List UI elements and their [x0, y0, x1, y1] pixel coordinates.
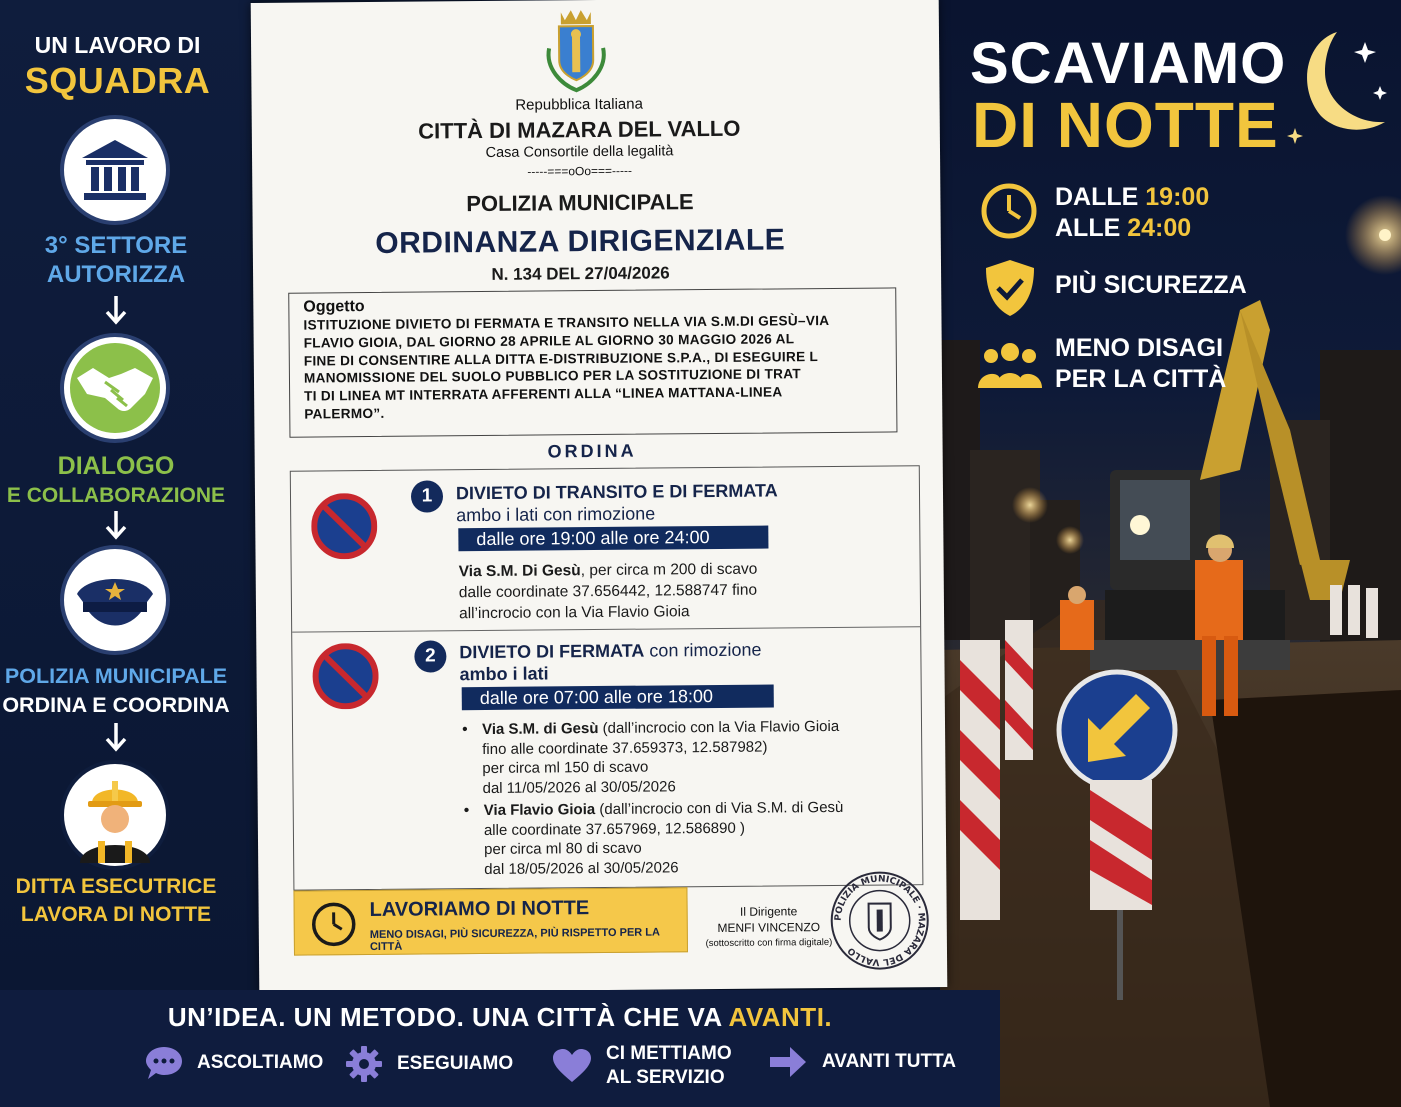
handshake-icon: [75, 360, 155, 416]
step-1-line2: AUTORIZZA: [46, 261, 186, 288]
down-arrow-icon: [104, 722, 128, 752]
order-2-title-removal: con rimozione: [644, 639, 762, 661]
left-panel: [0, 0, 250, 990]
step-1-line1: 3° SETTORE: [44, 232, 188, 259]
signature-block: [689, 903, 849, 952]
bullet-1-street: Via S.M. di Gesù: [481, 720, 599, 739]
right-title-line1: SCAVIAMO: [970, 31, 1287, 96]
order-1-line3: all’incrocio con la Via Flavio Gioia: [458, 603, 690, 623]
bullet-1-line3: per circa ml 150 di scavo: [482, 758, 649, 778]
order-1-title-main: DIVIETO DI TRANSITO E DI FERMATA: [455, 480, 778, 504]
signature-role: Il Dirigente: [739, 904, 798, 919]
hours-from-value: 19:00: [1145, 183, 1210, 211]
night-work-title: LAVORIAMO DI NOTTE: [369, 897, 590, 922]
step-4-circle: [60, 760, 170, 870]
bullet-2-street: Via Flavio Gioia: [483, 801, 596, 820]
ordina-label: ORDINA: [547, 440, 637, 462]
subject-text: [303, 312, 882, 424]
night-construction-scene: [940, 0, 1401, 1107]
signature-note: (sottoscritto con firma digitale): [705, 936, 833, 950]
bottom-item-forward: [768, 1045, 956, 1079]
less-disruption-line1: MENO DISAGI: [1055, 334, 1224, 362]
order-1-title-removal: con rimozione: [538, 503, 656, 525]
city-name: CITTÀ DI MAZARA DEL VALLO: [418, 115, 741, 144]
gear-icon: [345, 1045, 383, 1083]
right-title-line2: DI NOTTE: [972, 89, 1279, 161]
shield-check-icon: [984, 258, 1036, 318]
night-work-box: [293, 887, 688, 955]
slogan-highlight: AVANTI.: [728, 1002, 833, 1032]
right-item-hours: [1055, 182, 1209, 244]
step-1-circle: [60, 115, 170, 225]
orders-box: [290, 465, 924, 890]
bullet-2-line1: (dall’incrocio con di Via S.M. di Gesù: [595, 798, 844, 819]
step-1-label: [0, 231, 232, 289]
worker-icon: [70, 767, 160, 863]
order-1-title-sides: ambo i lati: [456, 504, 539, 526]
stamp-text: POLIZIA MUNICIPALE · MAZARA DEL VALLO: [833, 874, 926, 967]
clock-icon: [980, 182, 1038, 240]
clock-icon: [311, 901, 357, 947]
people-icon: [978, 340, 1042, 390]
order-1-text: [459, 559, 758, 625]
order-1-number: 1: [411, 480, 443, 512]
step-2-circle: [60, 333, 170, 443]
hours-to-label: ALLE: [1055, 214, 1128, 242]
subject-line: TI DI LINEA MT INTERRATA AFFERENTI ALLA “LINEA MATTANA-LINEA: [304, 384, 783, 404]
subject-line: MANOMISSIONE DEL SUOLO PUBBLICO PER LA SOSTITUZIONE DI TRAT: [303, 366, 802, 386]
poster-divider: -----===oOo===-----: [527, 163, 633, 179]
bullet-2-line4: dal 18/05/2026 al 30/05/2026: [484, 858, 679, 878]
bottom-slogan: [0, 1002, 1000, 1033]
service-label: [606, 1042, 732, 1090]
ordinance-poster: [251, 0, 948, 993]
orders-divider: [292, 626, 920, 632]
forward-label: AVANTI TUTTA: [822, 1051, 957, 1072]
hours-from-label: DALLE: [1055, 183, 1146, 211]
order-2-title-main: DIVIETO DI FERMATA: [459, 640, 645, 663]
order-2-bullet-1: [482, 717, 840, 798]
service-line2: AL SERVIZIO: [606, 1067, 725, 1088]
subject-line: FINE DI CONSENTIRE ALLA DITTA E-DISTRIBUZIONE S.P.A., DI ESEGUIRE L: [303, 348, 819, 369]
step-4-line1: DITTA ESECUTRICE: [15, 875, 217, 898]
order-2-bullet-2: [484, 798, 844, 879]
subject-box: [288, 287, 897, 437]
no-stopping-sign-icon: [312, 643, 379, 710]
left-heading-line1: UN LAVORO DI: [34, 32, 201, 58]
heart-icon: [552, 1048, 592, 1084]
republic-label: Repubblica Italiana: [515, 95, 643, 114]
less-disruption-line2: PER LA CITTÀ: [1055, 365, 1227, 393]
department-label: POLIZIA MUNICIPALE: [466, 189, 694, 217]
city-subtitle: Casa Consortile della legalità: [485, 143, 674, 161]
order-2-title-sides: ambo i lati: [459, 663, 549, 685]
night-work-subtitle: MENO DISAGI, PIÙ SICUREZZA, PIÙ RISPETTO PER LA CITTÀ: [369, 926, 660, 954]
order-1-time-bar: dalle ore 19:00 alle ore 24:00: [458, 526, 768, 552]
order-2-time-bar: dalle ore 07:00 alle ore 18:00: [462, 684, 774, 710]
subject-line: FLAVIO GIOIA, DAL GIORNO 28 APRILE AL GIORNO 30 MAGGIO 2026 AL: [303, 331, 795, 351]
police-stamp-seal: [828, 869, 931, 972]
down-arrow-icon: [104, 295, 128, 325]
no-parking-sign-icon: [311, 493, 378, 560]
order-1-title: [456, 479, 778, 526]
step-2-line1: DIALOGO: [57, 452, 175, 480]
document-number: N. 134 DEL 27/04/2026: [491, 263, 670, 284]
speech-bubble-icon: [145, 1045, 183, 1081]
hours-to-value: 24:00: [1127, 214, 1192, 242]
moon-icon: [1285, 28, 1395, 148]
building-icon: [80, 138, 150, 202]
step-4-label: [0, 873, 232, 929]
subject-line: PALERMO”.: [304, 405, 385, 422]
listen-label: ASCOLTIAMO: [197, 1052, 324, 1073]
step-3-line1: POLIZIA MUNICIPALE: [4, 664, 228, 688]
document-title: ORDINANZA DIRIGENZIALE: [375, 223, 786, 260]
right-panel: [940, 0, 1401, 1107]
bullet-2-line3: per circa ml 80 di scavo: [484, 839, 642, 859]
step-4-line2: LAVORA DI NOTTE: [20, 903, 212, 926]
order-2-number: 2: [414, 640, 446, 672]
step-2-line2: E COLLABORAZIONE: [6, 484, 226, 507]
step-3-circle: [60, 545, 170, 655]
bullet-1-line2: fino alle coordinate 37.659373, 12.587982): [482, 738, 768, 758]
arrow-right-icon: [768, 1045, 808, 1079]
police-cap-icon: [73, 568, 157, 632]
order-1-line1: , per circa m 200 di scavo: [580, 560, 758, 580]
step-3-label: [0, 662, 232, 720]
coat-of-arms-icon: [541, 8, 612, 94]
bottom-band: [0, 990, 1000, 1107]
slogan-main: UN’IDEA. UN METODO. UNA CITTÀ CHE VA: [167, 1002, 729, 1032]
order-1-line2: dalle coordinate 37.656442, 12.588747 fino: [458, 581, 758, 602]
right-item-less-disruption: [1055, 333, 1226, 395]
execute-label: ESEGUIAMO: [397, 1053, 514, 1074]
step-2-label: [0, 452, 232, 510]
bottom-item-listen: [145, 1045, 323, 1081]
bullet-1-line4: dal 11/05/2026 al 30/05/2026: [482, 777, 676, 797]
signature-name: MENFI VINCENZO: [717, 920, 821, 935]
down-arrow-icon: [104, 510, 128, 540]
left-heading-line2: SQUADRA: [24, 60, 211, 101]
subject-line: ISTITUZIONE DIVIETO DI FERMATA E TRANSITO NELLA VIA S.M.DI GESÙ–VIA: [303, 312, 830, 333]
bullet-2-line2: alle coordinate 37.657969, 12.586890 ): [483, 819, 746, 839]
subject-label: Oggetto: [303, 298, 365, 316]
step-3-line2: ORDINA E COORDINA: [2, 693, 230, 717]
bottom-item-service: [552, 1042, 732, 1090]
service-line1: CI METTIAMO: [606, 1043, 732, 1064]
right-item-safety: PIÙ SICUREZZA: [1055, 271, 1247, 299]
order-1-street: Via S.M. Di Gesù: [458, 562, 581, 581]
bottom-item-execute: [345, 1045, 513, 1083]
order-2-title: [459, 639, 761, 686]
bullet-1-line1: (dall’incrocio con la Via Flavio Gioia: [598, 717, 840, 738]
